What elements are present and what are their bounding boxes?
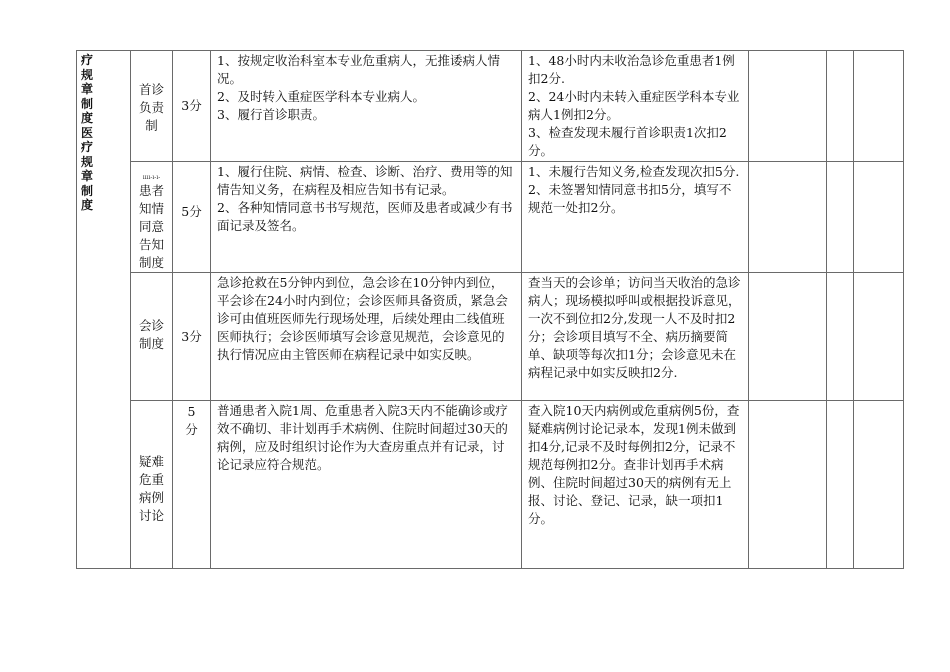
blank-cell <box>749 51 827 162</box>
blank-cell <box>854 273 904 401</box>
category-cell <box>77 51 131 569</box>
standard-line: 3、履行首诊职责。 <box>217 107 325 122</box>
blank-cell <box>854 51 904 162</box>
blank-cell <box>749 273 827 401</box>
blank-cell <box>827 273 854 401</box>
score-value: 5分 <box>181 204 202 219</box>
item-label: 首诊负责制 <box>138 82 164 133</box>
blank-cell <box>854 401 904 569</box>
blank-cell <box>749 401 827 569</box>
table-row <box>77 401 904 569</box>
score-cell <box>173 162 211 273</box>
blank-cell <box>827 401 854 569</box>
standard-line: 急诊抢救在5分钟内到位，急会诊在10分钟内到位，平会诊在24小时内到位；会诊医师具备资质，紧急会诊可由值班医师先行现场处理，后续处理由二线值班医师执行；会诊医师填写会诊意见规范，会诊意见的执行情况应由主管医师在病程记录中如实反映。 <box>217 275 508 362</box>
deduction-line: 1、未履行告知义务,检查发现次扣5分. <box>528 164 740 179</box>
score-cell <box>173 51 211 162</box>
score-cell <box>173 401 211 569</box>
score-cell <box>173 273 211 401</box>
deduction-line: 2、24小时内未转入重症医学科本专业病人1例扣2分。 <box>528 89 740 122</box>
blank-cell <box>827 51 854 162</box>
standard-cell <box>211 273 522 401</box>
item-cell <box>131 401 173 569</box>
deduction-line: 查入院10天内病例或危重病例5份，查疑难病例讨论记录本，发现1例未做到扣4分,记录不及时每例扣2分，记录不规范每例扣2分。查非计划再手术病例、住院时间超过30天的病例有无上报、讨论、登记、记录，缺一项扣1分。 <box>528 403 740 526</box>
standard-cell <box>211 51 522 162</box>
score-value: 3分 <box>181 98 202 113</box>
evaluation-table <box>76 50 904 569</box>
deduction-cell <box>522 51 749 162</box>
standard-line: 2、各种知情同意书书写规范，医师及患者或减少有书面记录及签名。 <box>217 200 513 233</box>
standard-line: 1、履行住院、病情、检查、诊断、治疗、费用等的知情告知义务，在病程及相应告知书有记录。 <box>217 164 513 197</box>
table-row <box>77 273 904 401</box>
item-label: 会诊制度 <box>138 318 164 351</box>
score-value: 5分 <box>185 404 198 437</box>
standard-cell <box>211 401 522 569</box>
table-row <box>77 51 904 162</box>
deduction-line: 1、48小时内未收治急诊危重患者1例扣2分. <box>528 53 735 86</box>
item-label: 疑难危重病例讨论 <box>138 454 164 523</box>
standard-cell <box>211 162 522 273</box>
deduction-cell <box>522 273 749 401</box>
item-cell <box>131 162 173 273</box>
category-label: 疗规章制度医疗规章制度 <box>81 53 94 212</box>
blank-cell <box>854 162 904 273</box>
table-row <box>77 162 904 273</box>
item-cell <box>131 51 173 162</box>
deduction-line: 查当天的会诊单；访问当天收治的急诊病人；现场模拟呼叫或根据投诉意见，一次不到位扣2分,发现一人不及时扣2分；会诊项目填写不全、病历摘要简单、缺项等每次扣1分；会诊意见未在病程记录中如实反映扣2分. <box>528 275 741 380</box>
deduction-cell <box>522 401 749 569</box>
item-note: ıııı-ı-ı- <box>142 174 161 181</box>
deduction-line: 3、检查发现未履行首诊职责1次扣2分。 <box>528 125 727 158</box>
blank-cell <box>827 162 854 273</box>
standard-line: 1、按规定收治科室本专业危重病人，无推诿病人情况。 <box>217 53 500 86</box>
deduction-line: 2、未签署知情同意书扣5分，填写不规范一处扣2分。 <box>528 182 732 215</box>
item-cell <box>131 273 173 401</box>
standard-line: 普通患者入院1周、危重患者入院3天内不能确诊或疗效不确切、非计划再手术病例、住院时间超过30天的病例，应及时组织讨论作为大查房重点并有记录，讨论记录应符合规范。 <box>217 403 508 472</box>
blank-cell <box>749 162 827 273</box>
deduction-cell <box>522 162 749 273</box>
standard-line: 2、及时转入重症医学科本专业病人。 <box>217 89 425 104</box>
item-label: 患者知情同意告知制度 <box>138 183 164 270</box>
score-value: 3分 <box>181 329 202 344</box>
